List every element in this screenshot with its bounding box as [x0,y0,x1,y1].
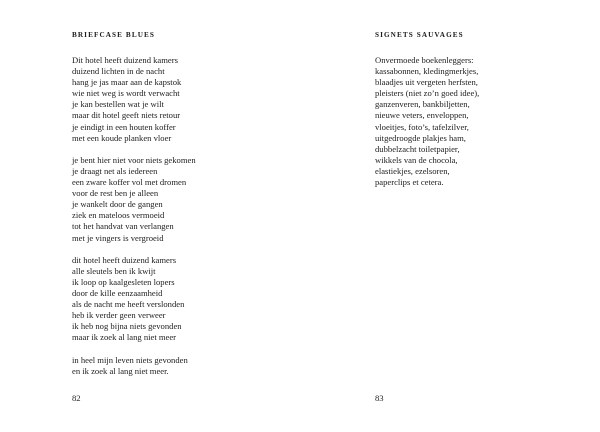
poem-line: wie niet weg is wordt verwacht [72,88,180,99]
poem-line: voor de rest ben je alleen [72,188,159,199]
poem-line: en ik zoek al lang niet meer. [72,365,169,376]
poem-line: vloeitjes, foto’s, tafelzilver, [375,121,469,132]
poem-line: ik heb nog bijna niets gevonden [72,321,182,332]
poem-body [375,55,479,199]
poem-line: Dit hotel heeft duizend kamers [72,55,178,65]
poem-line: je draagt net als iedereen [72,165,158,176]
poem-line: tot het handvat van verlangen [72,221,174,232]
poem-line: als de nacht me heeft verslonden [72,299,185,310]
stanza [72,355,196,377]
poem-line: paperclips et cetera. [375,177,444,188]
stanza [375,55,479,188]
poem-line: een zware koffer vol met dromen [72,177,187,188]
poem-line: in heel mijn leven niets gevonden [72,354,188,365]
poem-line: ik loop op kaalgesleten lopers [72,276,175,287]
poem-line: je bent hier niet voor niets gekomen [72,154,196,165]
poem-line: met je vingers is vergroeid [72,232,164,243]
poem-line: uitgedroogde plakjes ham, [375,132,466,143]
poem-line: je eindigt in een houten koffer [72,121,176,132]
poem-line: je kan bestellen wat je wilt [72,99,164,110]
poem-line: nieuwe veters, enveloppen, [375,110,469,121]
poem-line: duizend lichten in de nacht [72,66,165,77]
poem-line: dit hotel heeft duizend kamers [72,254,177,265]
poem-line: elastiekjes, ezelsoren, [375,165,450,176]
stanza [72,255,196,344]
poem-line: met een koude planken vloer [72,132,172,143]
poem-line: Onvermoede boekenleggers: [375,55,474,65]
poem-line: heb ik verder geen verweer [72,310,166,321]
poem-line: je wankelt door de gangen [72,199,163,210]
poem-line: pleisters (niet zo’n goed idee), [375,88,480,99]
poem-line: dubbelzacht toiletpapier, [375,143,460,154]
stanza [72,155,196,244]
stanza [72,55,196,144]
poem-title: BRIEFCASE BLUES [72,31,156,39]
page-number: 82 [72,393,81,403]
poem-body [72,55,196,388]
poem-line: blaadjes uit vergeten herfsten, [375,77,478,88]
poem-line: ziek en mateloos vermoeid [72,210,165,221]
poem-title: SIGNETS SAUVAGES [375,31,464,39]
poem-line: hang je jas maar aan de kapstok [72,77,182,88]
page-number: 83 [375,393,384,403]
poem-line: ganzenveren, bankbiljetten, [375,99,470,110]
right-page [300,0,600,432]
poem-line: maar ik zoek al lang niet meer [72,332,177,343]
poem-line: maar dit hotel geeft niets retour [72,110,181,121]
poem-line: kassabonnen, kledingmerkjes, [375,66,479,77]
poem-line: alle sleutels ben ik kwijt [72,265,156,276]
poem-line: door de kille eenzaamheid [72,287,163,298]
poem-line: wikkels van de chocola, [375,154,458,165]
